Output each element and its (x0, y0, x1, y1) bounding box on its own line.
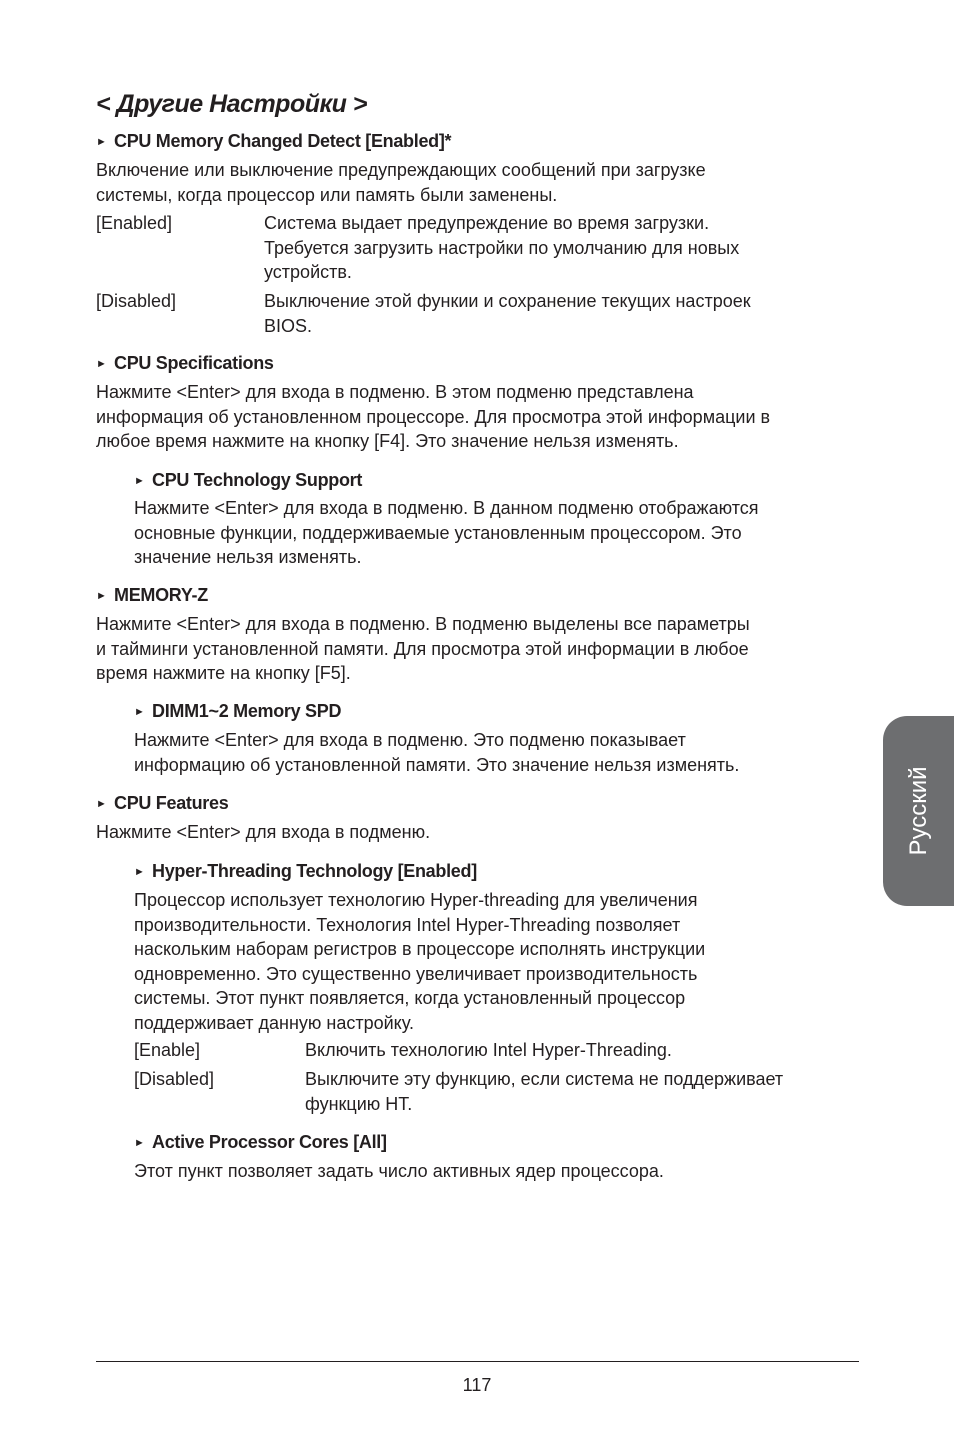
option-desc: Система выдает предупреждение во время загрузки. Требуется загрузить настройки по умолчанию для новых устройств. (264, 213, 740, 282)
section-heading-dimm-memory-spd: ► DIMM1~2 Memory SPD (134, 701, 342, 721)
section-desc: Включение или выключение предупреждающих сообщений при загрузке системы, когда процессор или память были заменены. (96, 160, 706, 205)
side-tab-label: Русский (904, 766, 932, 856)
section-desc: Нажмите <Enter> для входа в подменю. (96, 822, 431, 842)
section-heading-cpu-features: ► CPU Features (96, 793, 229, 813)
section-desc: Процессор использует технологию Hyper-threading для увеличения производительности. Технология Intel Hyper-Threading позволяет наскольким наборам регистров в процессоре исполнять инструкции одновременно. Это существенно увеличивает производительность системы. Этот пункт появляется, когда установленный процессор поддерживает данную настройку. (134, 890, 706, 1033)
option-key: [Disabled] (134, 1069, 215, 1089)
section-heading-cpu-memory-changed: ► CPU Memory Changed Detect [Enabled]* (96, 131, 452, 151)
triangle-bullet-icon: ► (96, 136, 107, 148)
triangle-bullet-icon: ► (96, 590, 107, 602)
option-key: [Enabled] (96, 213, 173, 233)
section-desc: Этот пункт позволяет задать число активных ядер процессора. (134, 1161, 664, 1181)
section-desc: Нажмите <Enter> для входа в подменю. В данном подменю отображаются основные функции, поддерживаемые установленным процессором. Это значение нельзя изменять. (134, 498, 759, 567)
section-desc: Нажмите <Enter> для входа в подменю. В этом подменю представлена информация об установленном процессоре. Для просмотра этой информации в любое время нажмите на кнопку [F4]. Это значение нельзя изменять. (96, 382, 771, 451)
triangle-bullet-icon: ► (134, 1137, 145, 1149)
footer-divider (96, 1361, 859, 1362)
section-heading-cpu-technology-support: ► CPU Technology Support (134, 470, 363, 490)
triangle-bullet-icon: ► (134, 475, 145, 487)
page-title: < Другие Настройки > (96, 90, 367, 118)
section-desc: Нажмите <Enter> для входа в подменю. В подменю выделены все параметры и тайминги установленной памяти. Для просмотра этой информации в любое время нажмите на кнопку [F5]. (96, 614, 750, 683)
option-key: [Disabled] (96, 291, 177, 311)
section-desc: Нажмите <Enter> для входа в подменю. Это подменю показывает информацию об установленной памяти. Это значение нельзя изменять. (134, 730, 740, 775)
triangle-bullet-icon: ► (96, 798, 107, 810)
option-desc: Выключите эту функцию, если система не поддерживает функцию HT. (305, 1069, 784, 1114)
language-side-tab (883, 716, 954, 906)
page-number: 117 (462, 1375, 492, 1395)
triangle-bullet-icon: ► (134, 706, 145, 718)
option-key: [Enable] (134, 1040, 201, 1060)
triangle-bullet-icon: ► (96, 358, 107, 370)
option-desc: Выключение этой функии и сохранение текущих настроек BIOS. (264, 291, 751, 336)
section-heading-cpu-specifications: ► CPU Specifications (96, 353, 274, 373)
triangle-bullet-icon: ► (134, 866, 145, 878)
option-desc: Включить технологию Intel Hyper-Threading. (305, 1040, 672, 1060)
section-heading-memory-z: ► MEMORY-Z (96, 585, 208, 605)
section-heading-hyper-threading: ► Hyper-Threading Technology [Enabled] (134, 861, 477, 881)
section-heading-active-processor-cores: ► Active Processor Cores [All] (134, 1132, 387, 1152)
